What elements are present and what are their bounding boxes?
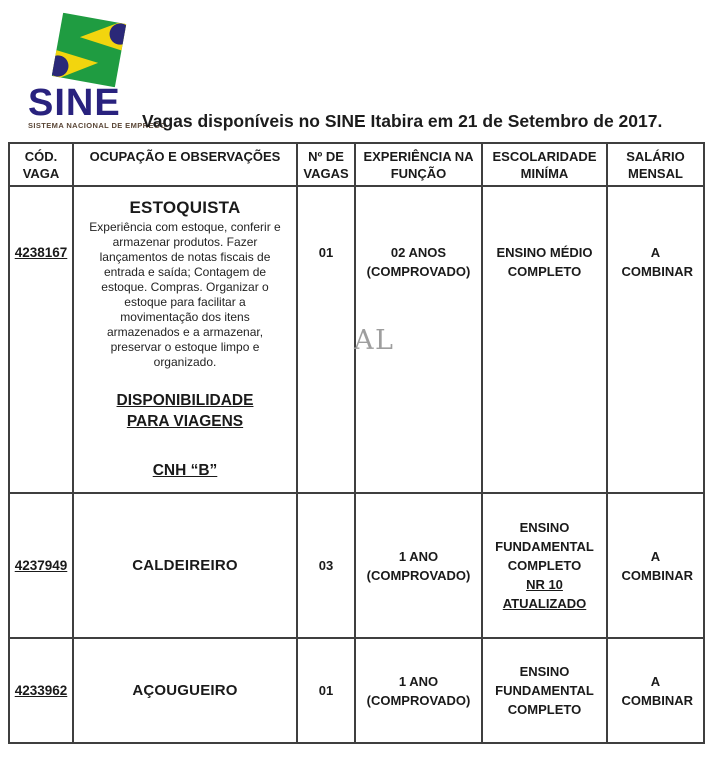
experience-value: 02 ANOS (COMPROVADO) bbox=[366, 245, 471, 279]
column-header-num-vagas: Nº DE VAGAS bbox=[297, 143, 355, 186]
vacancy-count: 01 bbox=[318, 683, 334, 698]
occupation-title: ESTOQUISTA bbox=[129, 198, 241, 217]
column-header-escolaridade: ESCOLARIDADE MINÍMA bbox=[482, 143, 607, 186]
education-extra: NR 10 ATUALIZADO bbox=[502, 577, 587, 611]
vacancy-code: 4237949 bbox=[14, 558, 68, 573]
table-row bbox=[9, 638, 704, 743]
table-row bbox=[9, 493, 704, 638]
salary-cell bbox=[607, 186, 704, 493]
salary-value: A COMBINAR bbox=[621, 245, 693, 279]
watermark-text: AL bbox=[354, 325, 395, 356]
sine-logo-subtitle: SISTEMA NACIONAL DE EMPREGO bbox=[28, 121, 167, 130]
vacancy-count: 01 bbox=[318, 245, 334, 260]
occupation-cell bbox=[73, 186, 297, 493]
page-title: Vagas disponíveis no SINE Itabira em 21 de Setembro de 2017. bbox=[142, 110, 663, 131]
table-header-row bbox=[9, 143, 704, 186]
education-value: ENSINO FUNDAMENTAL COMPLETO bbox=[495, 664, 594, 717]
occupation-description: Experiência com estoque, conferir e armazenar produtos. Fazer lançamentos de notas fiscais de entrada e saída; Contagem de estoque. Compras. Organizar o estoque para facilitar a movimentação dos itens armazenados e a armazenar, preservar o estoque limpo e organizado. bbox=[89, 220, 281, 369]
vacancy-code-cell bbox=[9, 186, 73, 493]
experience-cell bbox=[355, 638, 482, 743]
occupation-cell bbox=[73, 638, 297, 743]
occupation-title: CALDEIREIRO bbox=[132, 557, 238, 574]
sine-logo-text: SINE bbox=[28, 82, 121, 124]
experience-value: 1 ANO (COMPROVADO) bbox=[366, 548, 471, 583]
salary-value: A COMBINAR bbox=[621, 673, 693, 708]
vacancy-count-cell bbox=[297, 638, 355, 743]
salary-value: A COMBINAR bbox=[621, 548, 693, 583]
vacancy-code-cell bbox=[9, 493, 73, 638]
occupation-note-cnh: CNH “B” bbox=[152, 462, 218, 479]
column-header-codigo-vaga: CÓD. VAGA bbox=[9, 143, 73, 186]
salary-cell bbox=[607, 493, 704, 638]
education-value: ENSINO MÉDIO COMPLETO bbox=[496, 245, 593, 279]
vacancy-code: 4233962 bbox=[14, 683, 68, 698]
brazil-flag-s-icon bbox=[48, 12, 130, 88]
education-cell bbox=[482, 186, 607, 493]
column-header-ocupacao: OCUPAÇÃO E OBSERVAÇÕES bbox=[73, 143, 297, 186]
experience-cell bbox=[355, 493, 482, 638]
vacancy-count-cell bbox=[297, 493, 355, 638]
occupation-cell bbox=[73, 493, 297, 638]
education-cell bbox=[482, 638, 607, 743]
column-header-experiencia: EXPERIÊNCIA NA FUNÇÃO bbox=[355, 143, 482, 186]
vacancy-code: 4238167 bbox=[14, 245, 68, 260]
vacancy-count: 03 bbox=[318, 558, 334, 573]
occupation-title: AÇOUGUEIRO bbox=[132, 682, 238, 699]
vacancy-count-cell bbox=[297, 186, 355, 493]
education-cell bbox=[482, 493, 607, 638]
vacancies-table bbox=[8, 142, 705, 744]
salary-cell bbox=[607, 638, 704, 743]
education-value: ENSINO FUNDAMENTAL COMPLETO bbox=[495, 520, 594, 573]
occupation-note-travel: DISPONIBILIDADE PARA VIAGENS bbox=[116, 392, 254, 430]
column-header-salario: SALÁRIO MENSAL bbox=[607, 143, 704, 186]
experience-value: 1 ANO (COMPROVADO) bbox=[366, 673, 471, 708]
vacancy-code-cell bbox=[9, 638, 73, 743]
